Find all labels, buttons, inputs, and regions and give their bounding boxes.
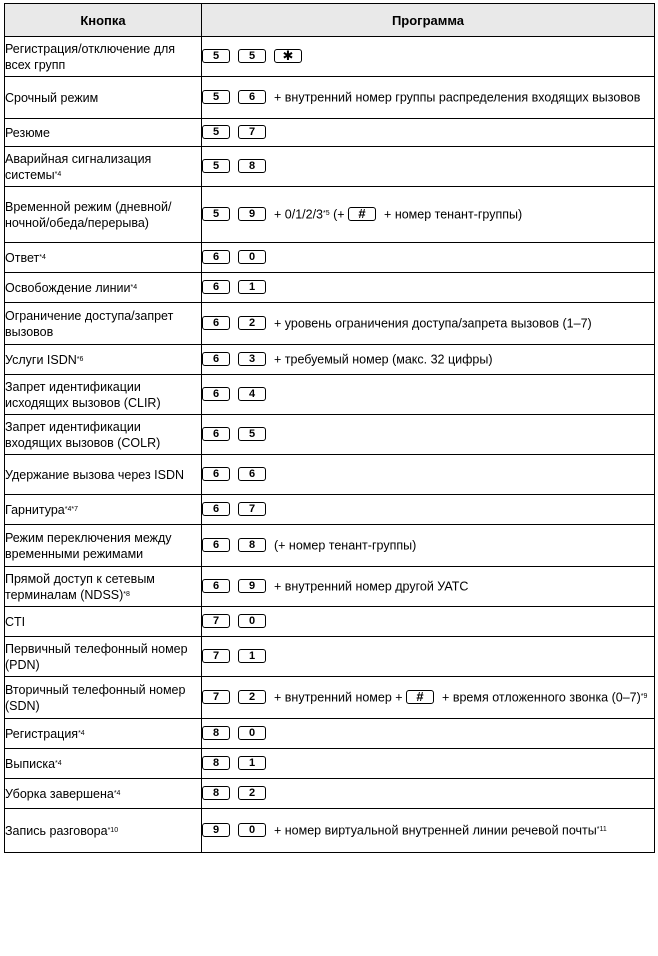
footnote-ref: *4 (113, 789, 121, 797)
button-name: Запрет идентификации исходящих вызовов (CLIR) (5, 379, 161, 410)
button-name: Прямой доступ к сетевым терминалам (NDSS) (5, 571, 155, 602)
dial-key: 0 (238, 250, 266, 264)
button-name-cell (5, 455, 202, 495)
program-text: + уровень ограничения доступа/запрета вызовов (1–7) (274, 316, 592, 331)
dial-key: 6 (202, 280, 230, 294)
dial-key: 7 (202, 690, 230, 704)
dial-key: 7 (202, 614, 230, 628)
program-cell (202, 273, 655, 303)
program-cell (202, 455, 655, 495)
program-cell (202, 119, 655, 147)
program-text: + время отложенного звонка (0–7) (442, 690, 641, 705)
button-name-cell (5, 77, 202, 119)
button-name: Ответ (5, 250, 40, 265)
program-cell (202, 345, 655, 375)
program-text: + номер тенант-группы) (384, 207, 523, 222)
program-cell (202, 187, 655, 243)
program-cell (202, 415, 655, 455)
program-cell (202, 779, 655, 809)
button-name: Регистрация/отключение для всех групп (5, 41, 176, 72)
button-name: Резюме (5, 125, 50, 140)
table-row (5, 567, 655, 607)
table-row (5, 119, 655, 147)
table-row (5, 303, 655, 345)
button-name-cell (5, 243, 202, 273)
button-name: Уборка завершена (5, 786, 114, 801)
button-name-cell (5, 749, 202, 779)
button-name-cell (5, 345, 202, 375)
button-name: Ограничение доступа/запрет вызовов (5, 308, 174, 339)
program-text: + требуемый номер (макс. 32 цифры) (274, 352, 493, 367)
dial-key: 5 (202, 125, 230, 139)
table-row (5, 607, 655, 637)
button-name: Освобождение линии (5, 280, 131, 295)
button-name-cell (5, 303, 202, 345)
dial-key: 5 (202, 49, 230, 63)
program-cell (202, 303, 655, 345)
program-cell (202, 677, 655, 719)
dial-key: 6 (202, 352, 230, 366)
program-cell (202, 243, 655, 273)
button-name-cell (5, 119, 202, 147)
button-name: Аварийная сигнализация системы (5, 151, 152, 182)
program-cell (202, 525, 655, 567)
footnote-ref: *6 (76, 355, 84, 363)
table-row (5, 37, 655, 77)
button-name-cell (5, 567, 202, 607)
table-row (5, 345, 655, 375)
table-row (5, 677, 655, 719)
dial-key: 5 (238, 427, 266, 441)
program-text: + номер виртуальной внутренней линии речевой почты (274, 823, 597, 838)
table-row (5, 495, 655, 525)
dial-key: 6 (202, 427, 230, 441)
button-name: Запрет идентификации входящих вызовов (COLR) (5, 419, 161, 450)
program-cell (202, 809, 655, 853)
button-name: CTI (5, 614, 26, 629)
button-name: Временной режим (дневной/ночной/обеда/перерыва) (5, 199, 172, 230)
dial-key: 6 (202, 467, 230, 481)
table-row (5, 719, 655, 749)
program-cell (202, 719, 655, 749)
program-cell (202, 37, 655, 77)
table-row (5, 809, 655, 853)
dial-key: 6 (202, 387, 230, 401)
dial-key: 8 (238, 538, 266, 552)
dial-key: 2 (238, 316, 266, 330)
dial-key: 5 (238, 49, 266, 63)
footnote-ref: *4 (54, 170, 62, 178)
program-cell (202, 375, 655, 415)
dial-key: 8 (238, 159, 266, 173)
button-name-cell (5, 375, 202, 415)
dial-key: 9 (238, 207, 266, 221)
dial-key: 6 (202, 579, 230, 593)
dial-key: 5 (202, 159, 230, 173)
program-text: (+ номер тенант-группы) (274, 538, 417, 553)
footnote-ref: *9 (640, 693, 648, 701)
dial-key: ✱ (274, 49, 302, 63)
dial-key: 0 (238, 726, 266, 740)
program-text: + внутренний номер другой УАТС (274, 579, 469, 594)
dial-key: 5 (202, 207, 230, 221)
dial-key: 3 (238, 352, 266, 366)
dial-key: # (406, 690, 434, 704)
dial-key: 1 (238, 756, 266, 770)
table-row (5, 273, 655, 303)
button-name-cell (5, 273, 202, 303)
dial-key: 6 (202, 502, 230, 516)
table-row (5, 455, 655, 495)
dial-key: 6 (202, 316, 230, 330)
button-name: Выписка (5, 756, 56, 771)
button-name: Вторичный телефонный номер (SDN) (5, 682, 186, 713)
dial-key: 7 (238, 502, 266, 516)
header-button: Кнопка (5, 4, 202, 37)
dial-key: 5 (202, 90, 230, 104)
dial-key: 2 (238, 786, 266, 800)
dial-key: 7 (238, 125, 266, 139)
dial-key: 6 (202, 538, 230, 552)
program-text: (+ (329, 207, 349, 222)
table-row (5, 77, 655, 119)
dial-key: 0 (238, 614, 266, 628)
footnote-ref: *8 (123, 590, 130, 598)
program-text: + внутренний номер группы распределения входящих вызовов (274, 90, 641, 105)
dial-key: 1 (238, 649, 266, 663)
table-row (5, 375, 655, 415)
table-body (5, 37, 655, 853)
button-name: Режим переключения между временными режимами (5, 530, 172, 561)
button-name: Запись разговора (5, 823, 108, 838)
table-row (5, 525, 655, 567)
dial-key: 8 (202, 756, 230, 770)
table-row (5, 187, 655, 243)
dial-key: 1 (238, 280, 266, 294)
button-name-cell (5, 809, 202, 853)
header-program: Программа (202, 4, 655, 37)
dial-key: 9 (238, 579, 266, 593)
button-name-cell (5, 677, 202, 719)
table-row (5, 779, 655, 809)
button-name: Первичный телефонный номер (PDN) (5, 641, 188, 672)
button-name: Гарнитура (5, 502, 65, 517)
dial-key: 2 (238, 690, 266, 704)
dial-key: 4 (238, 387, 266, 401)
button-name: Услуги ISDN (5, 352, 77, 367)
dial-key: 0 (238, 823, 266, 837)
program-cell (202, 749, 655, 779)
button-name-cell (5, 779, 202, 809)
dial-key: # (348, 207, 376, 221)
dial-key: 8 (202, 786, 230, 800)
program-cell (202, 495, 655, 525)
footnote-ref: *4 (130, 283, 138, 291)
button-name: Регистрация (5, 726, 79, 741)
dial-key: 8 (202, 726, 230, 740)
button-name: Удержание вызова через ISDN (5, 467, 185, 482)
footnote-ref: *4*7 (64, 505, 78, 513)
button-name: Срочный режим (5, 90, 99, 105)
dial-key: 6 (238, 467, 266, 481)
table-row (5, 243, 655, 273)
table-row (5, 147, 655, 187)
button-name-cell (5, 495, 202, 525)
dial-key: 6 (202, 250, 230, 264)
program-text: + 0/1/2/3 (274, 207, 323, 222)
button-name-cell (5, 415, 202, 455)
footnote-ref: *4 (55, 759, 62, 767)
program-cell (202, 607, 655, 637)
program-cell (202, 77, 655, 119)
footnote-ref: *11 (596, 826, 607, 834)
table-row (5, 637, 655, 677)
footnote-ref: *10 (107, 826, 119, 834)
button-name-cell (5, 187, 202, 243)
footnote-ref: *5 (323, 210, 330, 218)
table-row (5, 415, 655, 455)
dial-key: 6 (238, 90, 266, 104)
button-name-cell (5, 719, 202, 749)
program-text: + внутренний номер + (274, 690, 407, 705)
button-name-cell (5, 147, 202, 187)
footnote-ref: *4 (78, 729, 85, 737)
dial-key: 7 (202, 649, 230, 663)
program-table (4, 3, 655, 853)
button-name-cell (5, 637, 202, 677)
dial-key: 9 (202, 823, 230, 837)
program-cell (202, 567, 655, 607)
table-header-row (5, 4, 655, 37)
program-cell (202, 637, 655, 677)
button-name-cell (5, 525, 202, 567)
footnote-ref: *4 (39, 253, 46, 261)
table-row (5, 749, 655, 779)
button-name-cell (5, 37, 202, 77)
program-cell (202, 147, 655, 187)
button-name-cell (5, 607, 202, 637)
